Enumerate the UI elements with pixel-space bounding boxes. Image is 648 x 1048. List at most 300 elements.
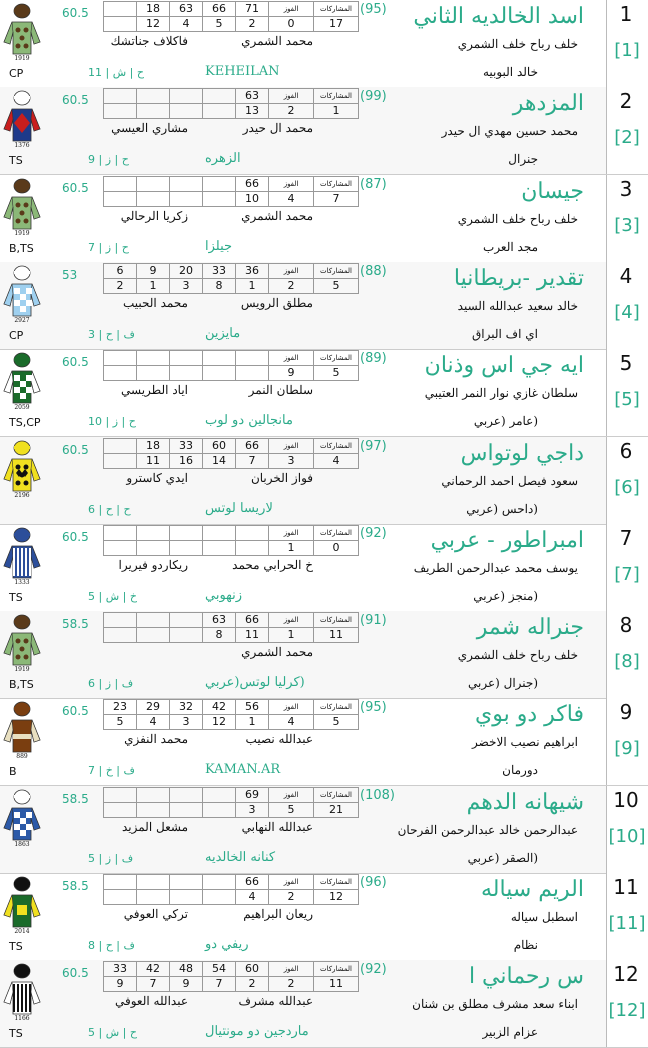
runner-row[interactable] [0, 349, 648, 437]
stats-cell: 7 [203, 977, 236, 992]
stats-cell: 42 [203, 700, 236, 715]
trainer-name: مانجالين دو لوب [205, 413, 293, 429]
form-flags: ح | ز | 7 [88, 240, 129, 254]
equipment-tag: TS [9, 1027, 23, 1041]
stats-table [103, 961, 359, 992]
stats-cell: 5 [269, 802, 314, 817]
sire-name: (منجز (عربي [473, 588, 538, 603]
stats-cell: 17 [314, 17, 359, 32]
draw-number: [11] [608, 913, 646, 934]
number-column [606, 175, 648, 262]
stats-cell: 12 [314, 890, 359, 905]
stats-cell: 7 [314, 191, 359, 206]
horse-rating: (95) [360, 700, 387, 716]
stats-table [103, 88, 359, 119]
stats-cell: 0 [314, 540, 359, 555]
silk-code: 1919 [14, 666, 30, 674]
horse-name[interactable]: امبراطور - عربي [430, 527, 584, 553]
draw-number: [8] [614, 651, 640, 673]
draw-number: [6] [614, 476, 640, 498]
draw-number: [1] [614, 40, 640, 61]
horse-rating: (87) [360, 176, 387, 192]
stats-cell [236, 351, 269, 366]
jockey-name: سلطان النمر [248, 383, 313, 398]
stats-cell: 2 [104, 278, 137, 293]
stats-cell: 20 [170, 263, 203, 278]
stats-cell [137, 104, 170, 119]
jockey-name: محمد الشمري [241, 645, 313, 660]
horse-name[interactable]: ايه جي اس وذنان [424, 353, 584, 379]
horse-rating: (92) [360, 525, 387, 541]
silk-code: 2059 [14, 404, 30, 412]
stats-cell [203, 104, 236, 119]
jockey-alt-name: عبدالله العوفي [114, 994, 188, 1009]
stats-cell [203, 875, 236, 890]
stats-cell: 1 [269, 540, 314, 555]
jockey-alt-name: تركي العوفي [123, 907, 188, 921]
stats-cell [104, 2, 137, 17]
stats-cell: 4 [314, 453, 359, 468]
sire-name: دورمان [502, 763, 538, 778]
silk-code: 1376 [14, 142, 30, 150]
jockey-name: فواز الخربان [250, 470, 313, 485]
stats-cell: 63 [170, 2, 203, 17]
stats-cell [170, 802, 203, 817]
stats-cell [137, 366, 170, 381]
form-flags: ح | ز | 9 [88, 153, 129, 167]
stats-starts-label: المشاركات [314, 700, 359, 715]
stats-cell [104, 17, 137, 32]
jockey-alt-name: فاكلاف جناتشك [110, 34, 188, 48]
stats-cell [203, 191, 236, 206]
stats-cell: 1 [137, 278, 170, 293]
stats-cell: 2 [269, 977, 314, 992]
jockey-name: عبدالله النهابي [241, 819, 313, 834]
stats-cell: 4 [137, 715, 170, 730]
runner-number: 8 [619, 613, 633, 638]
stats-cell [203, 890, 236, 905]
stats-starts-label: المشاركات [314, 875, 359, 890]
stats-cell: 2 [236, 17, 269, 32]
number-column [606, 698, 648, 785]
weight: 60.5 [62, 529, 89, 544]
form-flags: ف | ح | 8 [88, 939, 135, 952]
stats-starts-label: المشاركات [314, 787, 359, 802]
stats-cell [170, 89, 203, 104]
stats-cell [137, 540, 170, 555]
stats-cell: 11 [137, 453, 170, 468]
stats-starts-label: المشاركات [314, 525, 359, 540]
jockey-silks-icon [2, 613, 42, 675]
silk-code: 1333 [14, 578, 30, 586]
stats-cell: 33 [104, 962, 137, 977]
runner-row[interactable] [0, 611, 648, 699]
stats-cell [170, 176, 203, 191]
jockey-alt-name: اياد الطريسي [121, 383, 188, 398]
stats-cell [203, 89, 236, 104]
stats-cell: 9 [269, 366, 314, 381]
stats-cell: 12 [137, 17, 170, 32]
stats-starts-label: المشاركات [314, 351, 359, 366]
draw-number: [4] [614, 301, 640, 323]
runner-row[interactable] [0, 437, 648, 525]
weight: 60.5 [62, 6, 89, 20]
stats-cell [104, 453, 137, 468]
horse-rating: (96) [360, 875, 387, 890]
jockey-name: محمد ال حيدر [242, 121, 313, 136]
equipment-tag: B [9, 765, 17, 779]
form-flags: ح | ش | 5 [88, 1026, 137, 1040]
jockey-alt-name: محمد الحبيب [123, 295, 188, 310]
form-flags: ح | ش | 11 [88, 66, 144, 79]
stats-cell [236, 525, 269, 540]
weight: 58.5 [62, 791, 89, 806]
horse-name[interactable]: الريم سياله [481, 877, 584, 902]
stats-cell: 54 [203, 962, 236, 977]
stats-table [103, 612, 359, 643]
stats-cell: 4 [170, 17, 203, 32]
runner-row[interactable] [0, 87, 648, 175]
stats-wins-label: الفوز [269, 176, 314, 191]
stats-cell: 71 [236, 2, 269, 17]
runner-number: 9 [619, 700, 633, 725]
runner-row[interactable] [0, 175, 648, 263]
number-column [606, 960, 648, 1047]
stats-starts-label: المشاركات [314, 89, 359, 104]
runner-row[interactable] [0, 786, 648, 874]
runner-number: 12 [613, 962, 639, 987]
stats-cell: 18 [137, 438, 170, 453]
jockey-alt-name: ريكاردو فيريرا [118, 557, 188, 572]
stats-cell: 7 [236, 453, 269, 468]
stats-cell: 21 [314, 802, 359, 817]
stats-starts-label: المشاركات [314, 962, 359, 977]
stats-cell: 66 [236, 438, 269, 453]
stats-cell [170, 890, 203, 905]
jockey-silks-icon [2, 700, 42, 762]
stats-cell [104, 540, 137, 555]
stats-cell [137, 628, 170, 643]
equipment-tag: TS [9, 590, 23, 604]
sire-name: اي اف البراق [471, 326, 538, 341]
equipment-tag: TS,CP [9, 416, 41, 430]
jockey-silks-icon [2, 526, 42, 588]
weight: 53 [62, 267, 78, 282]
stats-table [103, 525, 359, 556]
number-column [606, 0, 648, 87]
number-column [606, 437, 648, 524]
stats-cell [104, 890, 137, 905]
stats-cell: 1 [269, 628, 314, 643]
trainer-name: كنانه الخالديه [205, 849, 276, 865]
stats-starts-label: المشاركات [314, 613, 359, 628]
horse-name[interactable]: المزدهر [512, 91, 584, 117]
runner-row[interactable] [0, 960, 648, 1048]
silk-code: 1919 [14, 55, 30, 62]
stats-table [103, 176, 359, 207]
silk-code: 1863 [14, 840, 30, 848]
equipment-tag: TS [9, 154, 23, 168]
stats-cell: 0 [269, 17, 314, 32]
stats-cell: 6 [104, 263, 137, 278]
stats-wins-label: الفوز [269, 351, 314, 366]
stats-cell: 2 [269, 104, 314, 119]
stats-starts-label: المشاركات [314, 263, 359, 278]
stats-cell [137, 613, 170, 628]
horse-name[interactable]: اسد الخالديه الثاني [413, 4, 584, 29]
silk-code: 2927 [14, 316, 30, 324]
runner-row[interactable] [0, 698, 648, 786]
stats-cell [104, 802, 137, 817]
stats-cell [170, 613, 203, 628]
sire-name: مجد العرب [483, 239, 538, 254]
stats-cell: 66 [203, 2, 236, 17]
owner-name: اسطبل سياله [510, 910, 578, 924]
jockey-name: محمد الشمري [241, 34, 313, 48]
stats-cell: 63 [203, 613, 236, 628]
owner-name: يوسف محمد عبدالرحمن الطريف [413, 560, 578, 575]
stats-cell: 60 [203, 438, 236, 453]
runner-row[interactable] [0, 0, 648, 88]
stats-table [103, 874, 359, 905]
stats-cell: 13 [236, 104, 269, 119]
number-column [606, 349, 648, 436]
horse-name[interactable]: داجي لوتواس [460, 440, 584, 466]
stats-cell: 5 [314, 278, 359, 293]
stats-cell [203, 366, 236, 381]
runner-number: 10 [613, 787, 639, 812]
stats-starts-label: المشاركات [314, 2, 359, 17]
runner-number: 3 [619, 176, 633, 201]
stats-cell: 5 [104, 715, 137, 730]
trainer-name: (كرليا لوتس(عربي [205, 675, 305, 691]
horse-rating: (91) [360, 613, 387, 629]
silk-code: 1919 [14, 229, 30, 237]
stats-cell: 1 [236, 715, 269, 730]
stats-cell: 11 [314, 628, 359, 643]
stats-cell [170, 628, 203, 643]
jockey-silks-icon [2, 439, 42, 501]
stats-cell [137, 191, 170, 206]
owner-name: عبدالرحمن خالد عبدالرحمن الفرحان [397, 822, 578, 837]
stats-cell: 69 [236, 787, 269, 802]
stats-cell [137, 890, 170, 905]
stats-cell: 33 [203, 263, 236, 278]
weight: 58.5 [62, 617, 89, 632]
trainer-name: KAMAN.AR [205, 762, 281, 778]
trainer-name: مايزين [205, 325, 241, 341]
stats-cell [137, 351, 170, 366]
stats-table [103, 787, 359, 818]
stats-cell: 60 [236, 962, 269, 977]
sire-name: (داحس (عربي [466, 501, 538, 516]
runner-number: 5 [619, 351, 633, 376]
stats-cell [203, 787, 236, 802]
runner-number: 2 [619, 89, 633, 114]
form-flags: ف | ح | 3 [88, 327, 135, 341]
horse-name[interactable]: س رحماني ا [468, 964, 584, 990]
stats-cell: 4 [236, 890, 269, 905]
stats-cell: 4 [269, 715, 314, 730]
stats-wins-label: الفوز [269, 875, 314, 890]
sire-name: (عامر (عربي [473, 414, 538, 429]
draw-number: [12] [608, 1000, 646, 1022]
jockey-alt-name: مشاري العيسي [111, 121, 188, 136]
stats-cell [104, 787, 137, 802]
stats-cell: 3 [236, 802, 269, 817]
sire-name: خالد البوبيه [482, 65, 538, 79]
jockey-name: خ الحرابي محمد [232, 557, 313, 572]
runner-row[interactable] [0, 873, 648, 961]
runner-number: 4 [619, 263, 633, 288]
trainer-name: الزهره [205, 151, 241, 167]
stats-cell [104, 104, 137, 119]
stats-cell: 9 [104, 977, 137, 992]
form-flags: ف | خ | 7 [88, 764, 135, 778]
stats-wins-label: الفوز [269, 700, 314, 715]
stats-cell: 36 [236, 263, 269, 278]
stats-table [103, 1, 359, 32]
stats-table [103, 350, 359, 381]
runner-number: 11 [613, 875, 639, 899]
number-column [606, 524, 648, 611]
runner-row[interactable] [0, 524, 648, 612]
silk-code: 2014 [14, 928, 30, 935]
stats-cell: 3 [269, 453, 314, 468]
stats-cell: 4 [269, 191, 314, 206]
stats-cell: 3 [170, 715, 203, 730]
stats-wins-label: الفوز [269, 2, 314, 17]
jockey-name: عبدالله نصيب [245, 732, 313, 747]
runner-number: 7 [619, 525, 633, 550]
number-column [606, 87, 648, 174]
draw-number: [3] [614, 214, 640, 236]
owner-name: خلف رباح خلف الشمري [457, 648, 578, 663]
stats-cell [170, 525, 203, 540]
stats-cell [104, 351, 137, 366]
horse-name[interactable]: جيسان [521, 178, 584, 204]
draw-number: [10] [608, 825, 646, 847]
sire-name: (الصقر (عربي [467, 850, 538, 865]
owner-name: خلف رباح خلف الشمري [457, 37, 578, 51]
stats-cell [137, 787, 170, 802]
sire-name: جنرال [508, 152, 538, 167]
runner-number: 6 [619, 438, 633, 463]
stats-starts-label: المشاركات [314, 438, 359, 453]
silk-code: 2196 [14, 491, 30, 499]
stats-cell [104, 438, 137, 453]
stats-cell: 5 [314, 366, 359, 381]
stats-cell: 16 [170, 453, 203, 468]
horse-rating: (108) [360, 787, 395, 803]
draw-number: [7] [614, 563, 640, 585]
trainer-name: لاريسا لوتس [205, 500, 273, 516]
stats-cell [170, 875, 203, 890]
stats-cell [170, 351, 203, 366]
stats-table [103, 699, 359, 730]
stats-cell: 7 [137, 977, 170, 992]
number-column [606, 786, 648, 873]
owner-name: سلطان غازي نوار النمر العتيبي [424, 386, 578, 401]
horse-rating: (88) [360, 263, 387, 279]
weight: 60.5 [62, 180, 89, 195]
horse-name[interactable]: شيهانه الدهم [466, 789, 584, 815]
weight: 60.5 [62, 93, 89, 108]
jockey-alt-name: ايدي كاسترو [126, 470, 188, 485]
trainer-name: ريفي دو [205, 937, 249, 952]
number-column [606, 262, 648, 349]
stats-cell: 66 [236, 176, 269, 191]
jockey-silks-icon [2, 89, 42, 151]
weight: 60.5 [62, 704, 89, 719]
weight: 60.5 [62, 966, 89, 981]
stats-cell [104, 628, 137, 643]
stats-table [103, 263, 359, 294]
number-column [606, 611, 648, 698]
owner-name: ابراهيم نصيب الاخضر [472, 735, 578, 750]
stats-cell [203, 525, 236, 540]
stats-cell: 1 [236, 278, 269, 293]
horse-rating: (95) [360, 2, 387, 17]
stats-cell: 12 [203, 715, 236, 730]
horse-name[interactable]: جنراله شمر [476, 615, 584, 641]
jockey-silks-icon [2, 177, 42, 239]
stats-cell: 5 [203, 17, 236, 32]
jockey-name: مطلق الرويس [240, 295, 313, 310]
trainer-name: زنهوبي [205, 587, 243, 603]
owner-name: محمد حسين مهدي ال حيدر [441, 124, 578, 139]
stats-wins-label: الفوز [269, 613, 314, 628]
stats-cell: 2 [269, 890, 314, 905]
trainer-name: جيلزا [205, 238, 233, 254]
horse-rating: (99) [360, 89, 387, 105]
draw-number: [5] [614, 389, 640, 411]
draw-number: [9] [614, 738, 640, 760]
stats-cell: 66 [236, 875, 269, 890]
runner-row[interactable] [0, 262, 648, 350]
jockey-silks-icon [2, 351, 42, 413]
stats-cell: 29 [137, 700, 170, 715]
owner-name: ابناء سعد مشرف مطلق بن شنان [412, 997, 578, 1012]
draw-number: [2] [614, 127, 640, 149]
stats-wins-label: الفوز [269, 525, 314, 540]
stats-cell [137, 525, 170, 540]
horse-name[interactable]: فاكر دو بوي [475, 702, 584, 728]
form-flags: ف | ز | 6 [88, 677, 134, 691]
stats-cell: 3 [170, 278, 203, 293]
stats-table [103, 438, 359, 469]
stats-cell [236, 540, 269, 555]
stats-cell [170, 540, 203, 555]
runner-number: 1 [619, 2, 633, 26]
number-column [606, 873, 648, 960]
stats-cell [104, 176, 137, 191]
owner-name: خلف رباح خلف الشمري [457, 211, 578, 226]
jockey-name: عبدالله مشرف [238, 994, 313, 1009]
stats-wins-label: الفوز [269, 787, 314, 802]
stats-cell [203, 540, 236, 555]
stats-cell: 42 [137, 962, 170, 977]
jockey-silks-icon [2, 264, 42, 326]
stats-cell [203, 802, 236, 817]
stats-cell [137, 875, 170, 890]
horse-name[interactable]: تقدير -بريطانيا [453, 265, 584, 291]
stats-cell [104, 613, 137, 628]
stats-wins-label: الفوز [269, 438, 314, 453]
stats-cell: 18 [137, 2, 170, 17]
jockey-silks-icon [2, 2, 42, 64]
horse-rating: (97) [360, 438, 387, 454]
